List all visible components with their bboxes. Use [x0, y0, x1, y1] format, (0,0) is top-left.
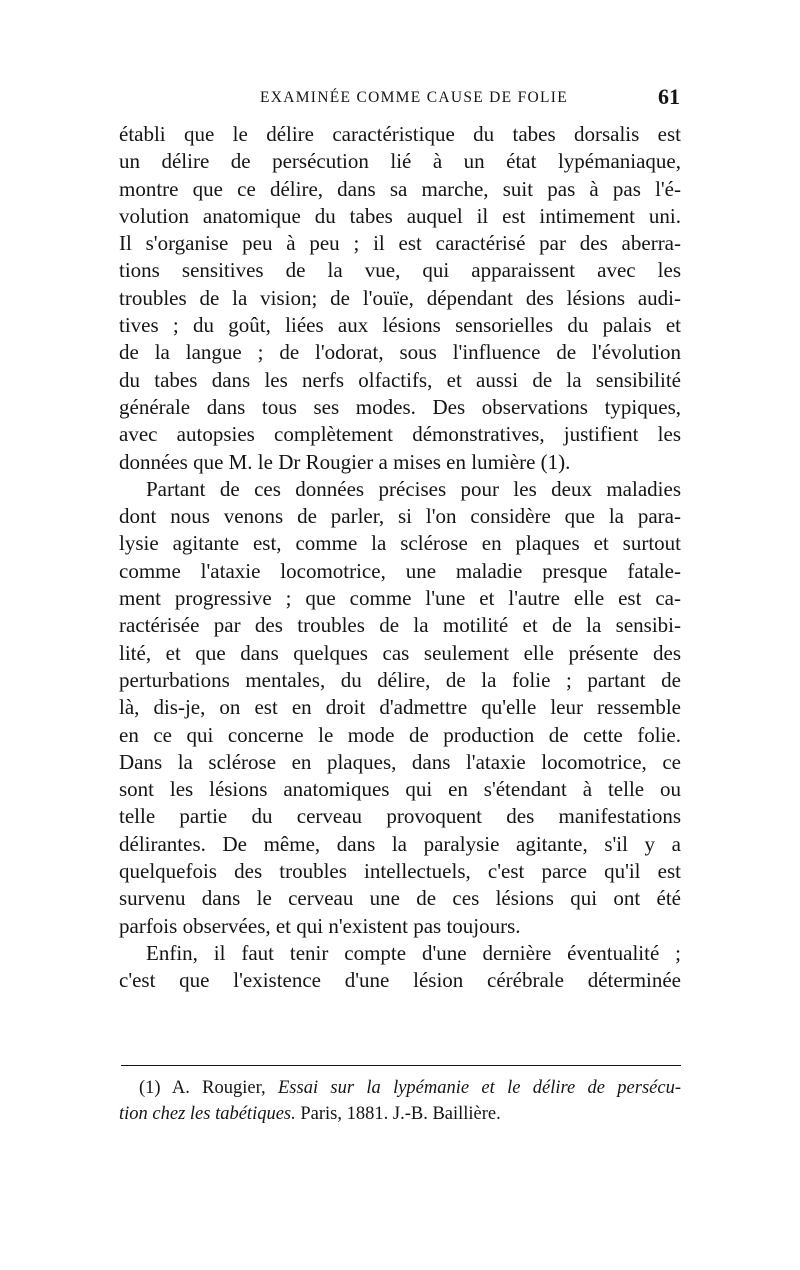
- text-line: sont les lésions anatomiques qui en s'étendant à telle ou: [119, 777, 681, 802]
- text-line: lysie agitante est, comme la sclérose en plaques et surtout: [119, 531, 681, 556]
- body-text: [119, 121, 681, 995]
- footnote-publication: Paris, 1881. J.-B. Baillière.: [300, 1104, 501, 1124]
- text-line: établi que le délire caractéristique du tabes dorsalis est: [119, 122, 681, 146]
- text-line: avec autopsies complètement démonstratives, justifient les: [119, 422, 681, 447]
- running-title: EXAMINÉE COMME CAUSE DE FOLIE: [259, 89, 569, 106]
- text-line: dont nous venons de parler, si l'on considère que la para-: [119, 504, 681, 529]
- text-line: tions sensitives de la vue, qui apparaissent avec les: [119, 258, 681, 283]
- text-line: telle partie du cerveau provoquent des manifestations: [119, 804, 681, 829]
- text-line: parfois observées, et qui n'existent pas toujours.: [119, 913, 521, 938]
- text-line: un délire de persécution lié à un état lypémaniaque,: [119, 149, 681, 174]
- text-line: Partant de ces données précises pour les deux maladies: [146, 476, 681, 501]
- text-line: volution anatomique du tabes auquel il est intimement uni.: [119, 203, 681, 228]
- text-line: quelquefois des troubles intellectuels, c'est parce qu'il est: [119, 859, 681, 884]
- footnote-title: Essai sur la lypémanie et le délire de persécu-: [278, 1078, 681, 1098]
- footnote-line: [119, 1075, 681, 1101]
- text-line: lité, et que dans quelques cas seulement elle présente des: [119, 640, 681, 665]
- text-line: ractérisée par des troubles de la motilité et de la sensibi-: [119, 613, 681, 638]
- footnote-title-cont: tion chez les tabétiques.: [119, 1104, 296, 1124]
- footnote-divider: [121, 1065, 681, 1066]
- text-line: de la langue ; de l'odorat, sous l'influence de l'évolution: [119, 340, 681, 365]
- footnote-marker: (1): [139, 1078, 161, 1098]
- text-line: données que M. le Dr Rougier a mises en lumière (1).: [119, 449, 571, 474]
- text-line: Dans la sclérose en plaques, dans l'ataxie locomotrice, ce: [119, 749, 681, 774]
- text-line: tives ; du goût, liées aux lésions sensorielles du palais et: [119, 313, 681, 338]
- text-line: Enfin, il faut tenir compte d'une dernière éventualité ;: [146, 940, 681, 965]
- text-line: du tabes dans les nerfs olfactifs, et aussi de la sensibilité: [119, 367, 681, 392]
- footnote-line: [119, 1101, 681, 1127]
- running-head: [120, 84, 680, 115]
- text-line: délirantes. De même, dans la paralysie agitante, s'il y a: [119, 831, 681, 856]
- footnote: [119, 1075, 681, 1127]
- text-line: perturbations mentales, du délire, de la folie ; partant de: [119, 667, 681, 692]
- text-line: survenu dans le cerveau une de ces lésions qui ont été: [119, 886, 681, 911]
- text-line: montre que ce délire, dans sa marche, suit pas à pas l'é-: [119, 176, 681, 201]
- text-line: générale dans tous ses modes. Des observations typiques,: [119, 394, 681, 419]
- text-line: Il s'organise peu à peu ; il est caractérisé par des aberra-: [119, 231, 681, 256]
- footnote-author: A. Rougier,: [171, 1078, 266, 1098]
- text-line: là, dis-je, on est en droit d'admettre qu'elle leur ressemble: [119, 695, 681, 720]
- page-number: 61: [658, 84, 680, 109]
- text-line: c'est que l'existence d'une lésion cérébrale déterminée: [119, 968, 681, 993]
- text-line: en ce qui concerne le mode de production de cette folie.: [119, 722, 681, 747]
- text-line: troubles de la vision; de l'ouïe, dépendant des lésions audi-: [119, 285, 681, 310]
- text-line: comme l'ataxie locomotrice, une maladie presque fatale-: [119, 558, 681, 583]
- text-line: ment progressive ; que comme l'une et l'autre elle est ca-: [119, 586, 681, 611]
